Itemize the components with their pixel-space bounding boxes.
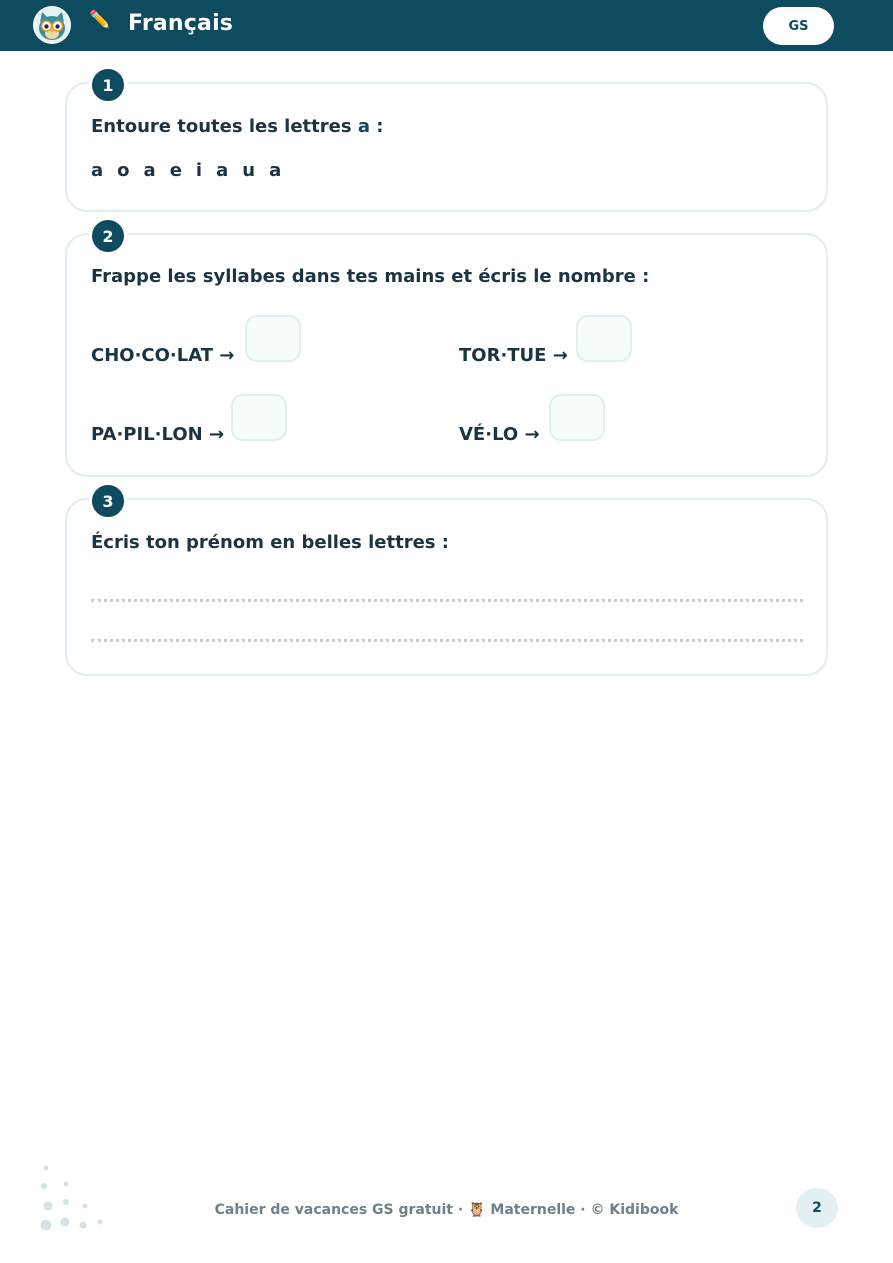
syllable-word: VÉ·LO → xyxy=(459,424,540,445)
owl-emoji-icon: 🦉 xyxy=(468,1202,486,1218)
exercise-number-3: 3 xyxy=(89,482,127,520)
exercise-card-1 xyxy=(65,82,828,212)
answer-box[interactable] xyxy=(231,394,287,441)
writing-line[interactable] xyxy=(91,599,803,602)
highlight-letter: a xyxy=(357,116,370,137)
letter[interactable]: a xyxy=(269,160,282,181)
owl-icon xyxy=(33,6,71,44)
exercise-prompt-1: Entoure toutes les lettres a : xyxy=(91,116,384,137)
letter[interactable]: a xyxy=(91,160,104,181)
footer-text: Cahier de vacances GS gratuit · 🦉 Maternelle · © Kidibook xyxy=(214,1202,679,1218)
pencil-icon: ✏️ xyxy=(89,10,111,30)
letter[interactable]: u xyxy=(242,160,256,181)
letter[interactable]: i xyxy=(195,160,203,181)
level-badge: GS xyxy=(763,7,834,45)
page-header xyxy=(0,0,893,51)
subject-title: Français xyxy=(128,11,234,36)
letter-row xyxy=(91,160,281,181)
decorative-dots xyxy=(38,1164,108,1236)
syllable-word: PA·PIL·LON → xyxy=(91,424,225,445)
letter[interactable]: a xyxy=(216,160,229,181)
writing-line[interactable] xyxy=(91,639,803,642)
syllable-word: CHO·CO·LAT → xyxy=(91,345,235,366)
exercise-number-2: 2 xyxy=(89,217,127,255)
answer-box[interactable] xyxy=(549,394,605,441)
exercise-card-3 xyxy=(65,498,828,676)
answer-box[interactable] xyxy=(245,315,301,362)
syllable-word: TOR·TUE → xyxy=(459,345,568,366)
letter[interactable]: a xyxy=(143,160,156,181)
exercise-prompt-2: Frappe les syllabes dans tes mains et écris le nombre : xyxy=(91,266,650,287)
exercise-prompt-3: Écris ton prénom en belles lettres : xyxy=(91,532,449,553)
letter[interactable]: o xyxy=(117,160,130,181)
answer-box[interactable] xyxy=(576,315,632,362)
exercise-number-1: 1 xyxy=(89,66,127,104)
page-number: 2 xyxy=(796,1188,838,1228)
letter[interactable]: e xyxy=(169,160,182,181)
